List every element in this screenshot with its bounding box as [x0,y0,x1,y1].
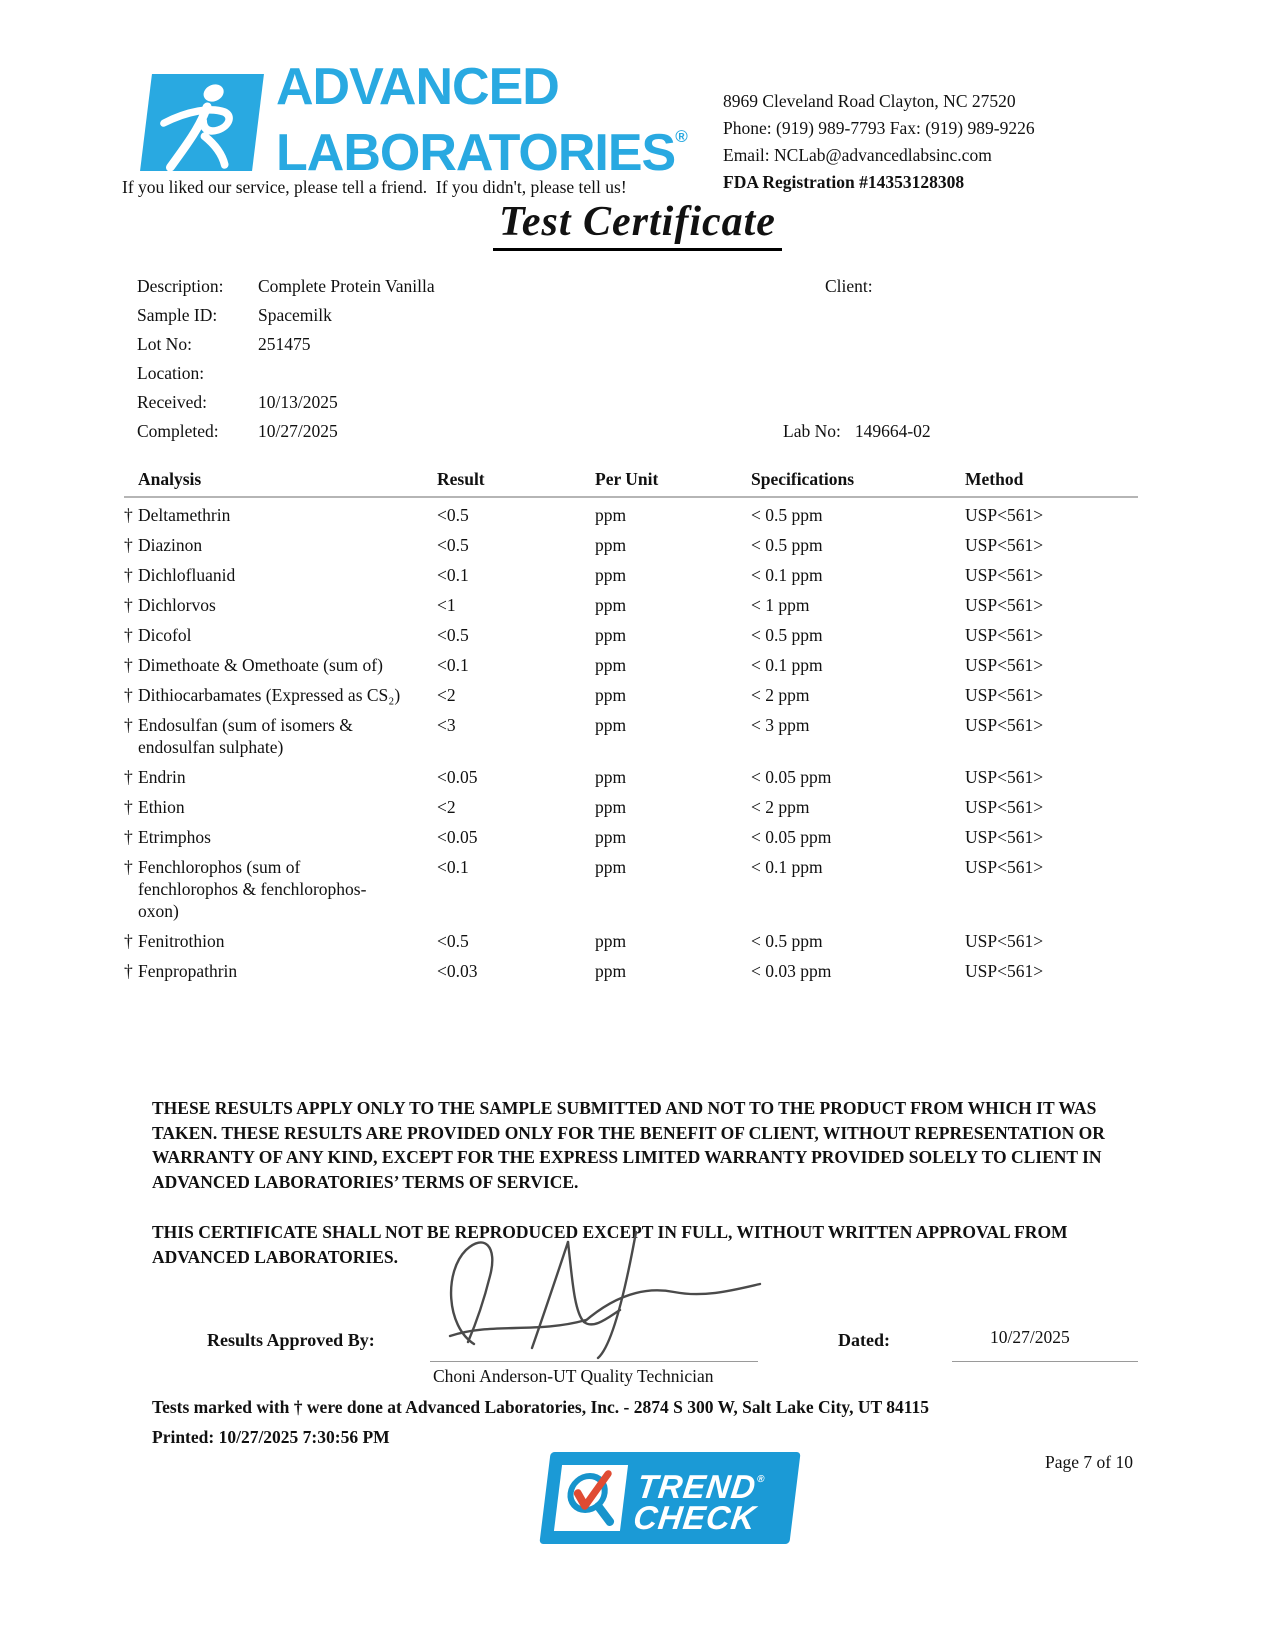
signature-icon [428,1228,763,1360]
method-cell: USP<561> [965,797,1044,817]
method-cell: USP<561> [965,655,1044,675]
page-title: Test Certificate [493,198,782,251]
method-cell: USP<561> [965,685,1044,705]
lot-no-value: 251475 [258,334,311,354]
table-row [124,560,1138,590]
table-row [124,620,1138,650]
spec-cell: < 0.5 ppm [751,505,823,525]
dagger-mark: † [124,797,133,817]
result-cell: <0.5 [437,505,469,525]
method-cell: USP<561> [965,827,1044,847]
check-line: CHECK [631,1498,759,1536]
result-cell: <0.1 [437,857,469,877]
table-row [124,956,1138,986]
table-row [124,852,1138,926]
analysis-cell: Dithiocarbamates (Expressed as CS₂) [138,685,401,705]
unit-cell: ppm [595,535,627,555]
result-cell: <0.05 [437,767,478,787]
analysis-cell: Fenitrothion [138,931,225,951]
dated-value: 10/27/2025 [990,1327,1070,1347]
completed-label: Completed: [137,421,219,441]
spec-cell: < 0.03 ppm [751,961,832,981]
result-cell: <2 [437,685,456,705]
col-result: Result [437,469,485,489]
result-cell: <0.5 [437,625,469,645]
table-row [124,680,1138,710]
method-cell: USP<561> [965,595,1044,615]
address-line: 8969 Cleveland Road Clayton, NC 27520 [723,91,1016,111]
method-cell: USP<561> [965,535,1044,555]
header-rule [124,496,1138,498]
spec-cell: < 0.1 ppm [751,565,823,585]
spec-cell: < 2 ppm [751,685,810,705]
spec-cell: < 0.1 ppm [751,655,823,675]
result-cell: <0.05 [437,827,478,847]
table-row [124,500,1138,530]
description-value: Complete Protein Vanilla [258,276,435,296]
col-specifications: Specifications [751,469,855,489]
runner-figure-icon [140,74,264,171]
received-label: Received: [137,392,207,412]
client-label: Client: [825,276,873,296]
dagger-mark: † [124,827,133,847]
unit-cell: ppm [595,931,627,951]
advanced-labs-logo-icon [140,74,264,171]
result-cell: <0.5 [437,535,469,555]
analysis-cell: Ethion [138,797,185,817]
result-cell: <0.03 [437,961,478,981]
dagger-mark: † [124,767,133,787]
trend-line: TREND® [635,1467,766,1505]
dagger-mark: † [124,931,133,951]
method-cell: USP<561> [965,505,1044,525]
method-cell: USP<561> [965,625,1044,645]
printed-timestamp: Printed: 10/27/2025 7:30:56 PM [152,1427,390,1447]
method-cell: USP<561> [965,857,1044,877]
result-cell: <0.1 [437,565,469,585]
spec-cell: < 0.1 ppm [751,857,823,877]
completed-value: 10/27/2025 [258,421,338,441]
lab-no [783,421,931,442]
contact-block [723,88,1035,196]
method-cell: USP<561> [965,565,1044,585]
dagger-mark: † [124,595,133,615]
registered-mark: ® [675,127,688,146]
unit-cell: ppm [595,625,627,645]
table-row [124,710,1138,762]
analysis-cell: Fenchlorophos (sum of fenchlorophos & fenchlorophos-oxon) [138,857,367,921]
analysis-cell: Fenpropathrin [138,961,238,981]
lab-no-label: Lab No: [783,421,841,441]
lot-no-label: Lot No: [137,334,192,354]
table-row [124,530,1138,560]
disclaimer-paragraph-2: THIS CERTIFICATE SHALL NOT BE REPRODUCED EXCEPT IN FULL, WITHOUT WRITTEN APPROVAL FROM ADVANCED LABORATORIES. [152,1222,1068,1267]
analysis-cell: Dicofol [138,625,192,645]
unit-cell: ppm [595,655,627,675]
table-row [124,650,1138,680]
analysis-cell: Endosulfan (sum of isomers & endosulfan sulphate) [138,715,353,757]
sample-id-label: Sample ID: [137,305,218,325]
col-method: Method [965,469,1024,489]
unit-cell: ppm [595,685,627,705]
table-row [124,926,1138,956]
dagger-mark: † [124,535,133,555]
unit-cell: ppm [595,797,627,817]
spec-cell: < 2 ppm [751,797,810,817]
dagger-mark: † [124,961,133,981]
location-label: Location: [137,363,205,383]
spec-cell: < 0.05 ppm [751,767,832,787]
title-wrap [0,198,1275,251]
table-row [124,590,1138,620]
results-approved-by-label: Results Approved By: [207,1330,375,1350]
unit-cell: ppm [595,595,627,615]
service-tagline: If you liked our service, please tell a friend. If you didn't, please tell us! [122,177,627,197]
trend-check-wordmark [631,1464,767,1536]
brand-line2: LABORATORIES® [276,124,688,182]
spec-cell: < 0.05 ppm [751,827,832,847]
method-cell: USP<561> [965,715,1044,735]
analysis-cell: Diazinon [138,535,203,555]
method-cell: USP<561> [965,961,1044,981]
result-cell: <0.1 [437,655,469,675]
result-cell: <2 [437,797,456,817]
phone-fax-line: Phone: (919) 989-7793 Fax: (919) 989-9226 [723,118,1035,138]
email-line: Email: NCLab@advancedlabsinc.com [723,145,992,165]
unit-cell: ppm [595,827,627,847]
result-cell: <3 [437,715,456,735]
analysis-cell: Dimethoate & Omethoate (sum of) [138,655,383,675]
analysis-cell: Etrimphos [138,827,211,847]
brand-line1: ADVANCED [276,58,559,116]
signer-name: Choni Anderson-UT Quality Technician [433,1366,714,1386]
unit-cell: ppm [595,767,627,787]
analysis-cell: Deltamethrin [138,505,231,525]
fda-registration: FDA Registration #14353128308 [723,172,965,192]
unit-cell: ppm [595,505,627,525]
magnifier-check-icon [554,1465,628,1531]
dagger-mark: † [124,857,133,877]
dagger-mark: † [124,655,133,675]
dagger-mark: † [124,715,133,735]
method-cell: USP<561> [965,767,1044,787]
registered-mark: ® [756,1473,766,1485]
unit-cell: ppm [595,715,627,735]
received-value: 10/13/2025 [258,392,338,412]
analysis-cell: Endrin [138,767,186,787]
dated-line [952,1361,1138,1362]
unit-cell: ppm [595,961,627,981]
spec-cell: < 0.5 ppm [751,625,823,645]
dagger-mark: † [124,625,133,645]
spec-cell: < 0.5 ppm [751,535,823,555]
signature-line [430,1361,758,1362]
table-row [124,762,1138,792]
unit-cell: ppm [595,565,627,585]
analysis-cell: Dichlofluanid [138,565,236,585]
brand-wordmark [276,58,688,182]
table-header-row [124,464,1138,496]
disclaimer-paragraph-1: THESE RESULTS APPLY ONLY TO THE SAMPLE SUBMITTED AND NOT TO THE PRODUCT FROM WHICH IT WAS TAKEN. THESE RESULTS ARE PROVIDED ONLY FOR THE BENEFIT OF CLIENT, WITHOUT REPRESENTATION OR WARRANTY OF ANY KIND, EXCEPT FOR THE EXPRESS LIMITED WARRANTY PROVIDED SOLELY TO CLIENT IN ADVANCED LABORATORIES’ TERMS OF SERVICE. [152,1098,1105,1192]
unit-cell: ppm [595,857,627,877]
dated-label: Dated: [838,1330,890,1350]
analysis-cell: Dichlorvos [138,595,216,615]
col-per-unit: Per Unit [595,469,659,489]
spec-cell: < 0.5 ppm [751,931,823,951]
results-table [124,464,1138,986]
table-row [124,792,1138,822]
dagger-footnote: Tests marked with † were done at Advanced Laboratories, Inc. - 2874 S 300 W, Salt Lake City, UT 84115 [152,1397,930,1417]
spec-cell: < 1 ppm [751,595,810,615]
result-cell: <1 [437,595,456,615]
description-label: Description: [137,276,224,296]
spec-cell: < 3 ppm [751,715,810,735]
lab-no-value: 149664-02 [854,421,931,441]
result-cell: <0.5 [437,931,469,951]
dagger-mark: † [124,505,133,525]
method-cell: USP<561> [965,931,1044,951]
col-analysis: Analysis [138,469,202,489]
table-row [124,822,1138,852]
trend-check-logo [539,1452,800,1544]
page-number: Page 7 of 10 [1045,1452,1133,1472]
sample-id-value: Spacemilk [258,305,332,325]
dagger-mark: † [124,685,133,705]
dagger-mark: † [124,565,133,585]
